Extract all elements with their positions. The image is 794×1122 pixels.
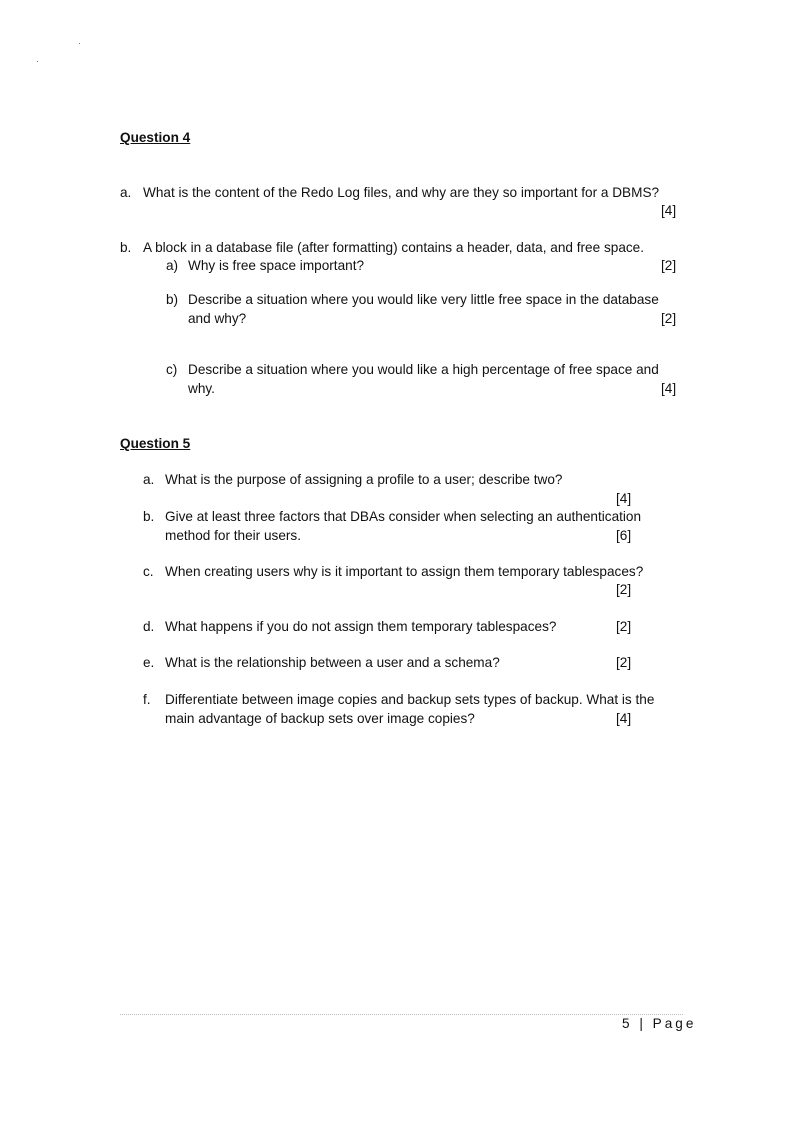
q5-e-text: What is the relationship between a user and a schema? [165, 655, 500, 670]
q5-d-text: What happens if you do not assign them temporary tablespaces? [165, 619, 557, 634]
q5-f-marks: [4] [616, 711, 632, 726]
q5-d-marks: [2] [616, 619, 632, 634]
q5-c-text: When creating users why is it important to assign them temporary tablespaces? [165, 564, 644, 579]
q5-b-line2: method for their users. [165, 528, 301, 543]
footer-divider [120, 1014, 683, 1015]
q5-e-marks: [2] [616, 655, 632, 670]
q4-b-sub-b-label: b) [166, 292, 179, 307]
q5-f-line1: Differentiate between image copies and backup sets types of backup. What is the [165, 692, 655, 707]
q4-a-label: a. [120, 185, 132, 200]
page-number: 5 | Page [622, 1016, 697, 1031]
q5-a-text: What is the purpose of assigning a profile to a user; describe two? [165, 472, 563, 487]
q5-a-marks: [4] [616, 491, 632, 506]
q4-b-sub-c-label: c) [166, 362, 178, 377]
q5-f-label: f. [143, 692, 151, 707]
q5-c-marks: [2] [616, 582, 632, 597]
scan-speck [79, 43, 80, 44]
q5-c-label: c. [143, 564, 154, 579]
q4-b-sub-a-label: a) [166, 258, 179, 273]
q4-b-sub-b-marks: [2] [661, 311, 677, 326]
q4-b-sub-b-line1: Describe a situation where you would like very little free space in the database [188, 292, 659, 307]
q4-b-label: b. [120, 240, 132, 255]
q4-b-sub-a-text: Why is free space important? [188, 258, 365, 273]
q4-b-sub-c-line2: why. [188, 381, 215, 396]
q4-b-sub-b-line2: and why? [188, 311, 247, 326]
scan-speck [37, 61, 38, 62]
q5-b-marks: [6] [616, 528, 632, 543]
q4-b-text: A block in a database file (after formatting) contains a header, data, and free space. [143, 240, 645, 255]
q4-a-text: What is the content of the Redo Log files, and why are they so important for a DBMS? [143, 185, 660, 200]
q5-b-line1: Give at least three factors that DBAs consider when selecting an authentication [165, 509, 642, 524]
q4-b-sub-c-marks: [4] [661, 381, 677, 396]
q5-b-label: b. [143, 509, 155, 524]
q4-a-marks: [4] [661, 203, 677, 218]
q4-b-sub-c-line1: Describe a situation where you would like a high percentage of free space and [188, 362, 659, 377]
question-5-heading: Question 5 [120, 436, 191, 451]
q5-d-label: d. [143, 619, 155, 634]
q4-b-sub-a-marks: [2] [661, 258, 677, 273]
question-4-heading: Question 4 [120, 130, 191, 145]
q5-e-label: e. [143, 655, 155, 670]
q5-f-line2: main advantage of backup sets over image copies? [165, 711, 475, 726]
q5-a-label: a. [143, 472, 155, 487]
